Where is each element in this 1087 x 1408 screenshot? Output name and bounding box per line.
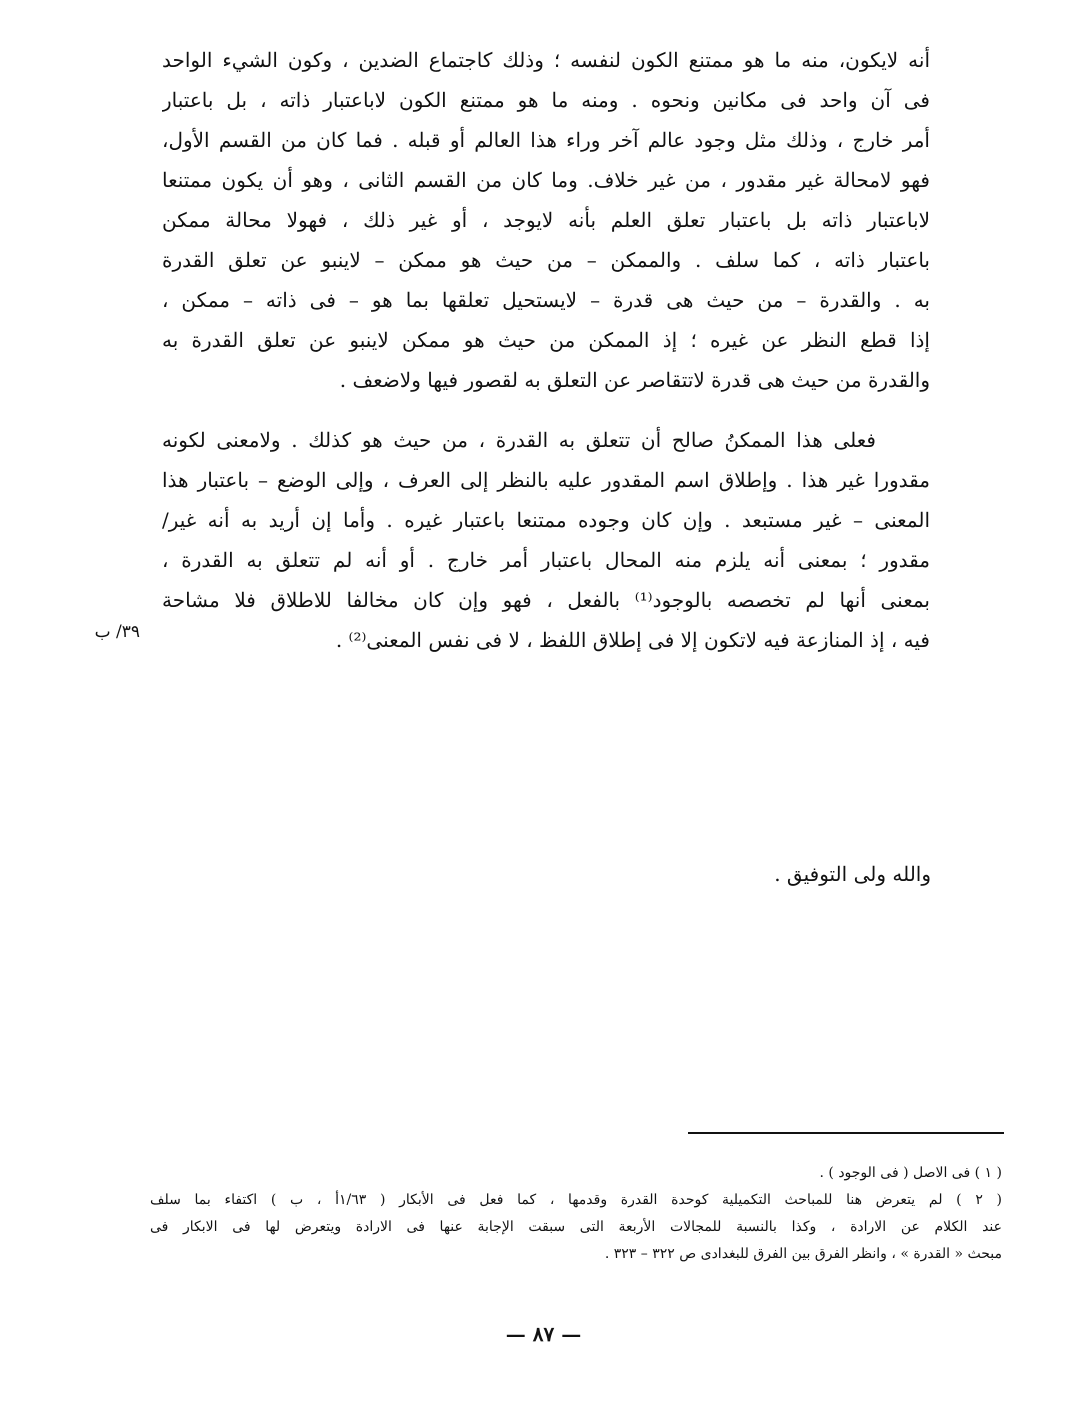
paragraph-1 [162,40,930,400]
text-line: فهو لامحالة غير مقدور ، من غير خلاف. وما كان من القسم الثانى ، وهو أن يكون ممتنعا [162,168,930,192]
paragraph-gap [162,400,930,420]
text-line: مقدور ؛ بمعنى أنه يلزم منه المحال باعتبار أمر خارج . أو أنه لم تتعلق به القدرة ، [162,548,930,572]
text-line: فيه ، إذ المنازعة فيه لاتكون إلا فى إطلاق اللفظ ، لا فى نفس المعنى⁽²⁾ . [335,628,930,652]
text-line: إذا قطع النظر عن غيره ؛ إذ الممكن من حيث هو ممكن لاينبو عن تعلق القدرة به [162,328,930,352]
text-line: به . والقدرة – من حيث هى قدرة – لايستحيل تعلقها بما هو – فى ذاته – ممكن ، [162,288,930,312]
footnote-2-line: مبحث « القدرة » ، وانظر الفرق بين الفرق للبغدادى ص ٣٢٢ – ٣٢٣ . [604,1246,1002,1262]
text-line: أمر خارج ، وذلك مثل وجود عالم آخر وراء هذا العالم أو قبله . فما كان من القسم الأول، [162,128,930,152]
text-line: والقدرة من حيث هى قدرة لاتتقاصر عن التعلق به لقصور فيها ولاضعف . [339,368,930,392]
text-line: أنه لايكون، منه ما هو ممتنع الكون لنفسه ؛ وذلك كاجتماع الضدين ، وكون الشيء الواحد [162,48,930,72]
footnote-2-line: عند الكلام عن الارادة ، وكذا بالنسبة للمجالات الأربعة التى سبقت الإجابة عنها فى الارادة ويتعرض لها فى الابكار فى [150,1219,1002,1235]
text-line: مقدورا غير هذا . وإطلاق اسم المقدور عليه بالنظر إلى العرف ، وإلى الوضع – باعتبار هذا [162,468,930,492]
closing-phrase: والله ولى التوفيق . [774,862,931,886]
footnotes [150,1156,1002,1268]
footnote-1: ( ١ ) فى الاصل ( فى الوجود ) . [819,1165,1002,1181]
paragraph-2 [162,420,930,660]
footnote-2-line: ( ٢ ) لم يتعرض هنا للمباحث التكميلية كوحدة القدرة وقدمها ، كما فعل فى الأبكار ( ١/٦٣أ ، ب ) اكتفاء بما سلف [150,1192,1002,1208]
margin-folio-reference: ٣٩/ ب [94,622,140,642]
text-line: بمعنى أنها لم تخصصه بالوجود⁽¹⁾ بالفعل ، فهو وإن كان مخالفا للاطلاق فلا مشاحة [162,588,930,612]
text-line: باعتبار ذاته ، كما سلف . والممكن – من حيث هو ممكن – لاينبو عن تعلق القدرة [162,248,930,272]
main-text [162,40,930,660]
footnote-separator [688,1132,1004,1134]
text-line: لاباعتبار ذاته بل باعتبار تعلق العلم بأنه لايوجد ، أو غير ذلك ، فهولا محالة ممكن [162,208,930,232]
text-line: المعنى – غير مستبعد . وإن كان وجوده ممتنعا باعتبار غيره . وأما إن أريد به أنه غير/ [162,508,930,532]
page-number: — ٨٧ — [505,1322,582,1346]
text-line: فعلى هذا الممكنُ صالح أن تتعلق به القدرة ، من حيث هو كذلك . ولامعنى لكونه [162,428,876,452]
text-line: فى آن واحد فى مكانين ونحوه . ومنه ما هو ممتنع الكون لاباعتبار ذاته ، بل باعتبار [162,88,930,112]
